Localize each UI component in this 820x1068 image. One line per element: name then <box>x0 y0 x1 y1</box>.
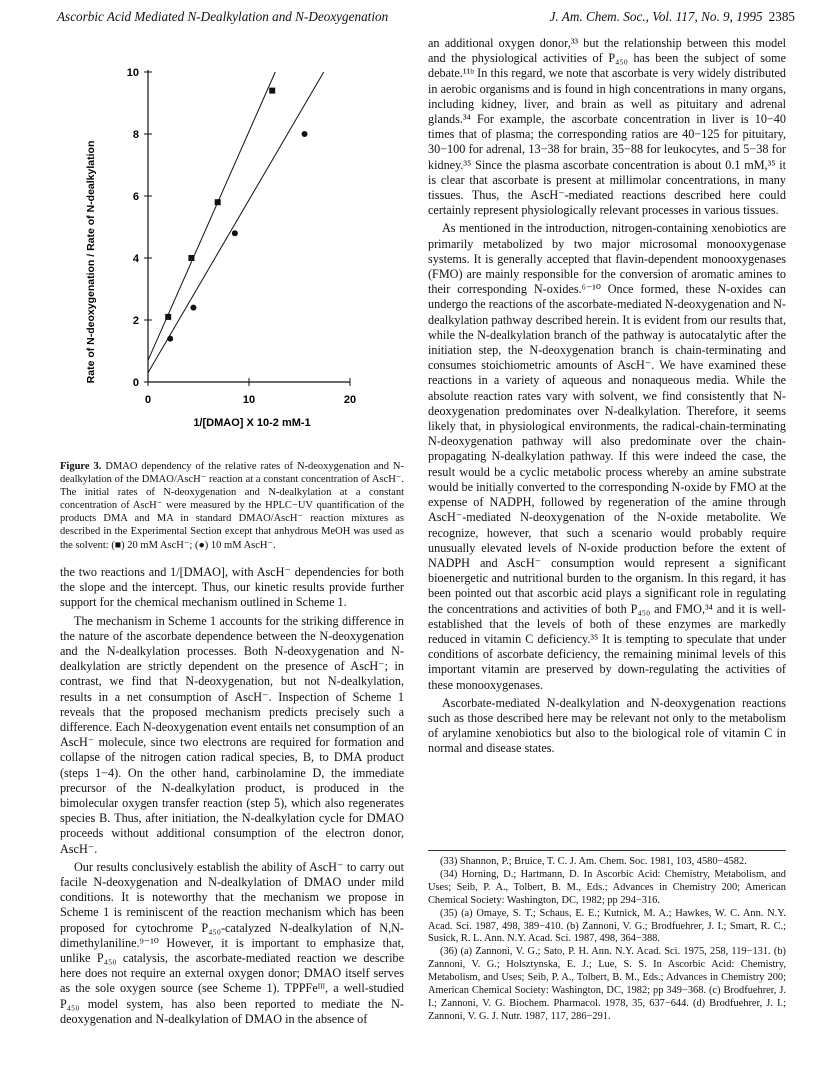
y-tick-label: 0 <box>132 377 139 389</box>
page-number: 2385 <box>768 9 795 24</box>
body-column-right <box>428 36 786 757</box>
reference-item: (34) Horning, D.; Hartmann, D. In Ascorbic Acid: Chemistry, Metabolism, and Uses; Seib, P. A., Tolbert, B. M., Eds.; Advances in Chemistry 200; American Chemical Society: Washington, DC, 1982; pp 294−316. <box>428 868 786 906</box>
data-point-circle <box>232 230 238 236</box>
body-column-left <box>60 565 404 1027</box>
x-tick-label: 20 <box>343 394 357 406</box>
chart-svg <box>68 60 398 435</box>
data-point-circle <box>167 336 173 342</box>
figure-3-chart <box>68 60 398 435</box>
paragraph: As mentioned in the introduction, nitrogen-containing xenobiotics are primarily metabolized by two major microsomal monooxygenase systems. It is generally accepted that flavin-dependent monooxygenases (FMO) are mainly responsible for the conversion of aromatic amines to their corresponding N-oxides.⁶⁻¹⁰ Once formed, these N-oxides can undergo the reactions of the ascorbate-mediated N-deoxygenation and N-dealkylation pathway described herein. It is evident from our results that, while the N-dealkylation branch of the pathway is autocatalytic after the initiation step, the N-deoxygenation branch is chain-terminating and consumes stoichiometric amounts of AscH⁻. We have examined these reactions in a variety of aqueous and nonaqueous media. While the absolute reaction rates vary with solvent, we find consistently that N-deoxygenation predominates over N-dealkylation. Therefore, it seems likely that, in physiological environments, the radical-chain-terminating N-deoxygenation pathway will also predominate over the chain-propagating N-dealkylation pathway. If this were indeed the case, the result would be a cyclic metabolic process whereby an amine substrate would be initially converted to the corresponding N-oxide by FMO at the expense of NADPH, followed by regeneration of the amine through AscH⁻-mediated N-deoxygenation of the N-oxide metabolite. We recognize, however, that such a scenario would probably require unusually elevated levels of N-oxide production before the extent of NADPH and AscH⁻ consumption would represent a significant bioenergetic and nutritional burden to the organism. In this regard, it has been pointed out that ascorbic acid plays a significant role in regulating the concentrations and activities of both P₄₅₀ and FMO,³⁴ and it is well-established that the levels of both of these enzymes are markedly reduced in vitamin C deficiency.³⁵ It is tempting to speculate that under conditions of ascorbate deficiency, the remaining minimal levels of this important vitamin are preserved by down-regulating the activities of these monooxygenases. <box>428 221 786 692</box>
data-point-square <box>188 255 194 261</box>
reference-item: (35) (a) Omaye, S. T.; Schaus, E. E.; Kutnick, M. A.; Hawkes, W. C. Ann. N.Y. Acad. Sci. 1987, 498, 389−410. (b) Zannoni, V. G.; Brodfuehrer, J. I.; Smart, R. C.; Susick, R. L. Ann. N.Y. Acad. Sci. 1987, 498, 364−388. <box>428 907 786 945</box>
paragraph: Ascorbate-mediated N-dealkylation and N-deoxygenation reactions such as those described here may be relevant not only to the metabolism of arylamine xenobiotics but also to the biological role of vitamin C in normal and disease states. <box>428 695 786 756</box>
x-tick-label: 0 <box>144 394 152 406</box>
chart-fit-lines <box>148 72 324 373</box>
y-axis-label: Rate of N-deoxygenation / Rate of N-dealkylation <box>85 140 97 384</box>
running-head-right <box>550 9 795 25</box>
data-point-square <box>269 88 275 94</box>
fit-line-2 <box>148 72 324 373</box>
data-point-circle <box>190 305 196 311</box>
caption-text: DMAO dependency of the relative rates of N-deoxygenation and N-dealkylation of the DMAO/AscH⁻ reaction at a constant concentration of AscH⁻. The initial rates of N-deoxygenation and N-dealkylation at a constant concentration of AscH⁻ were measured by the HPLC−UV quantification of the products DMA and MA in standard DMAO/AscH⁻ reaction mixtures as described in the Experimental Section except that anhydrous MeOH was used as the solvent: <box>60 461 404 551</box>
data-point-circle <box>302 131 308 137</box>
running-head-left: Ascorbic Acid Mediated N-Dealkylation and N-Deoxygenation <box>57 9 389 24</box>
figure-caption <box>60 460 404 552</box>
reference-item: (33) Shannon, P.; Bruice, T. C. J. Am. Chem. Soc. 1981, 103, 4580−4582. <box>440 856 747 867</box>
y-tick-label: 6 <box>132 191 139 203</box>
data-point-square <box>215 199 221 205</box>
y-tick-label: 10 <box>126 67 139 79</box>
y-tick-label: 8 <box>132 129 139 141</box>
paragraph: The mechanism in Scheme 1 accounts for the striking difference in the nature of the ascorbate dependence between the N-deoxygenation and the N-dealkylation processes. Both N-deoxygenation and N-dealkylation are strictly dependent on the presence of AscH⁻; in contrast, we find that N-deoxygenation, but not N-dealkylation, results in a net consumption of AscH⁻. Inspection of Scheme 1 reveals that the proposed mechanism predicts precisely such a difference. Each N-deoxygenation event entails net consumption of an AscH⁻ molecule, since two electrons are required for formation and collapse of the nitrogen cation radical species, B, to DMA product (steps 1−4). On the other hand, carbinolamine D, the immediate precursor of the N-dealkylation product, is produced in the bimolecular oxygen transfer reaction (step 5), which also regenerates species B. Thus, after initiation, the N-dealkylation cycle for DMAO proceeds without additional consumption of the electron donor, AscH⁻. <box>60 613 404 856</box>
y-tick-label: 2 <box>132 315 139 327</box>
reference-item: (36) (a) Zannoni, V. G.; Sato, P. H. Ann. N.Y. Acad. Sci. 1975, 258, 119−131. (b) Zannoni, V. G.; Holsztynska, E. J.; Lue, S. S. In Ascorbic Acid: Chemistry, Metabolism, and Uses; Seib, P. A., Tolbert, B. M., Eds.; Advances in Chemistry 200; American Chemical Society: Washington, DC, 1982; pp 349−368. (c) Brodfuehrer, J. I.; Zannoni, V. G. Biochem. Pharmacol. 1978, 35, 637−644. (d) Brodfuehrer, J. I.; Zannoni, V. G. J. Nutr. 1987, 117, 286−291. <box>428 946 786 1022</box>
chart-axes <box>127 67 356 406</box>
paragraph: Our results conclusively establish the ability of AscH⁻ to carry out facile N-deoxygenation and N-dealkylation of DMAO under mild conditions. It is noteworthy that the mechanism we propose in Scheme 1 is reminiscent of the reaction mechanism which has been proposed for cytochrome P₄₅₀-catalyzed N-dealkylation of N,N-dimethylaniline.⁹⁻¹⁰ However, it is important to emphasize that, unlike P₄₅₀ catalysis, the ascorbate-mediated reaction we describe here does not require an external oxygen donor; DMAO itself serves as the sole oxygen source (see Scheme 1). TPPFeᴵᴵᴵ, a well-studied P₄₅₀ model system, has also been reported to mediate the N-deoxygenation and N-dealkylation of DMAO in the absence of <box>60 859 404 1026</box>
data-point-square <box>165 314 171 320</box>
x-tick-label: 10 <box>242 394 256 406</box>
paragraph: an additional oxygen donor,³³ but the relationship between this model and the physiological activities of P₄₅₀ has been the subject of some debate.¹¹ᵇ In this regard, we note that ascorbate is very widely distributed in aerobic organisms and is found in high concentrations in many organs, including kidney, liver, and brain as well as pituitary and adrenal glands.³⁴ For example, the ascorbate concentration in liver is 10−40 times that of plasma; the corresponding ratios are 40−125 for pituitary, 30−100 for adrenal, 13−38 for brain, 35−88 for leukocytes, and 5−38 for kidney.³⁵ Since the plasma ascorbate concentration is about 0.1 mM,³⁵ it is clear that ascorbate is present at millimolar concentrations, in many tissues. Thus, the AscH⁻-mediated reactions described here could certainly represent physiologically relevant processes in various tissues. <box>428 36 786 218</box>
paragraph: the two reactions and 1/[DMAO], with AscH⁻ dependencies for both the slope and the intercept. Thus, our kinetic results provide further support for the chemical mechanism outlined in Scheme 1. <box>60 565 404 610</box>
caption-legend: (■) 20 mM AscH⁻; (●) 10 mM AscH⁻. <box>111 539 276 551</box>
journal-citation: J. Am. Chem. Soc., Vol. 117, No. 9, 1995 <box>549 9 763 24</box>
references <box>428 850 786 1024</box>
x-axis-label: 1/[DMAO] X 10-2 mM-1 <box>193 417 311 429</box>
caption-label: Figure 3. <box>60 461 102 472</box>
chart-points <box>165 88 307 342</box>
y-tick-label: 4 <box>132 253 139 265</box>
